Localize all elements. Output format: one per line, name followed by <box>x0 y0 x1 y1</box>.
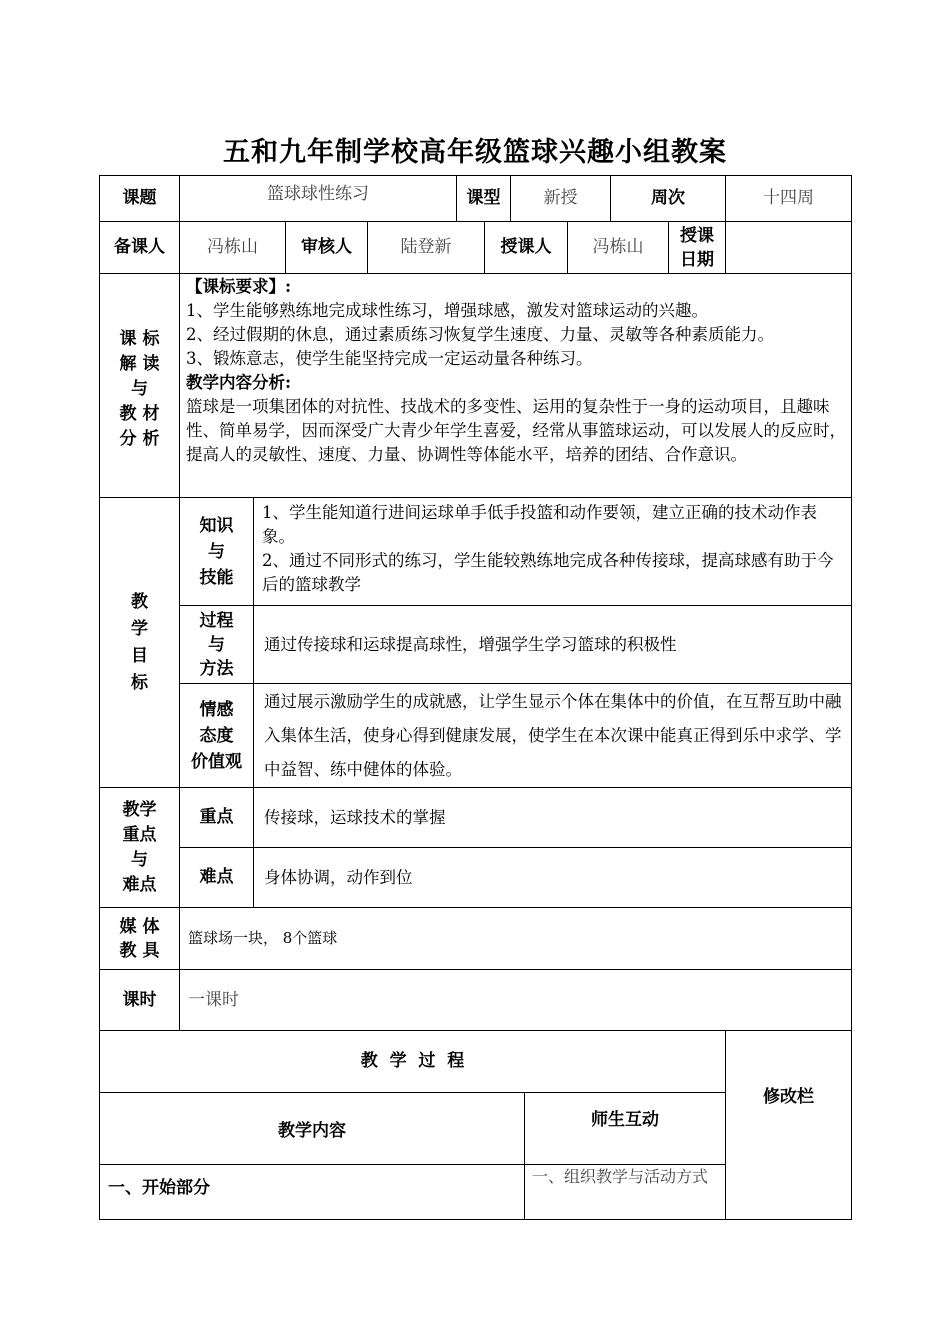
requirement-item: 3、锻炼意志，使学生能坚持完成一定运动量各种练习。 <box>186 349 593 368</box>
topic-label: 课题 <box>122 188 157 209</box>
keypoints-label-2: 重点 <box>122 824 157 845</box>
analysis-label-4: 教 材 <box>119 404 160 424</box>
knowledge-label-2: 与 <box>208 541 225 562</box>
emotion-label <box>180 684 253 787</box>
teacher-label: 授课人 <box>500 237 552 258</box>
process-method-label-3: 方法 <box>199 658 234 679</box>
content-column-label: 教学内容 <box>278 1121 346 1142</box>
week-value: 十四周 <box>763 188 814 209</box>
process-heading: 教 学 过 程 <box>360 1051 465 1072</box>
goals-label <box>100 498 179 787</box>
media-label-1: 媒 体 <box>119 916 160 937</box>
knowledge-item: 1、学生能知道行进间运球单手低手投篮和动作要领，建立正确的技术动作表象。 <box>262 503 817 546</box>
date-label-line-1: 授课 <box>680 225 714 246</box>
media-text: 篮球场一块， 8个篮球 <box>188 928 338 947</box>
date-label-line-2: 日期 <box>680 249 714 270</box>
start-part-revision <box>726 1165 851 1219</box>
preparer-value: 冯栋山 <box>207 237 258 258</box>
document-title: 五和九年制学校高年级篮球兴趣小组教案 <box>223 137 727 168</box>
revision-label: 修改栏 <box>763 1087 814 1108</box>
hours-label: 课时 <box>122 989 157 1010</box>
date-label <box>669 222 725 273</box>
analysis-label <box>100 274 179 497</box>
analysis-label-2: 解 读 <box>119 354 160 374</box>
media-label <box>100 908 179 969</box>
focus-label: 重点 <box>199 807 234 828</box>
hours-text: 一课时 <box>188 989 239 1010</box>
analysis-label-1: 课 标 <box>119 329 160 349</box>
topic-value: 篮球球性练习 <box>267 183 369 204</box>
goals-label-3: 目 <box>131 645 148 666</box>
keypoints-label-3: 与 <box>131 849 148 870</box>
content-analysis-heading: 教学内容分析: <box>186 373 292 392</box>
teacher-value: 冯栋山 <box>592 237 644 258</box>
emotion-text: 通过展示激励学生的成就感，让学生显示个体在集体中的价值，在互帮互助中融入集体生活，使身心得到健康发展，使学生在本次课中能真正得到乐中求学、学中益智、练中健体的体验。 <box>264 691 842 779</box>
reviewer-value: 陆登新 <box>400 237 452 258</box>
goals-label-4: 标 <box>131 672 148 693</box>
requirement-item: 1、学生能够熟练地完成球性练习，增强球感，激发对篮球运动的兴趣。 <box>186 301 708 320</box>
start-part-label: 一、开始部分 <box>108 1177 210 1198</box>
lesson-type-value: 新授 <box>543 188 578 209</box>
analysis-label-3: 与 <box>131 379 148 399</box>
knowledge-label <box>180 498 253 605</box>
lesson-type-label: 课型 <box>466 188 501 209</box>
media-label-2: 教 具 <box>119 940 160 961</box>
keypoints-label-4: 难点 <box>122 874 157 895</box>
knowledge-item: 2、通过不同形式的练习，学生能较熟练地完成各种传接球，提高球感有助于今后的篮球教学 <box>262 551 834 594</box>
analysis-content <box>186 274 848 497</box>
content-analysis-text: 篮球是一项集团体的对抗性、技战术的多变性、运用的复杂性于一身的运动项目，且趣味性、简单易学，因而深受广大青少年学生喜爱，经常从事篮球运动，可以发展人的反应时，提高人的灵敏性、速度、力量、协调性等体能水平，培养的团结、合作意识。 <box>186 397 846 464</box>
reviewer-label: 审核人 <box>301 237 352 258</box>
keypoints-label-1: 教学 <box>122 799 157 820</box>
process-method-label <box>180 606 253 683</box>
difficulty-label: 难点 <box>199 867 234 888</box>
goals-label-1: 教 <box>131 591 148 612</box>
knowledge-content <box>262 498 848 605</box>
analysis-label-5: 分 析 <box>119 429 160 449</box>
keypoints-label <box>100 788 179 907</box>
requirement-item: 2、经过假期的休息，通过素质练习恢复学生速度、力量、灵敏等各种素质能力。 <box>186 325 774 344</box>
interaction-column-label: 师生互动 <box>591 1109 659 1130</box>
emotion-label-3: 价值观 <box>191 751 242 772</box>
knowledge-label-3: 技能 <box>199 567 234 588</box>
preparer-label: 备课人 <box>114 237 165 258</box>
focus-text: 传接球，运球技术的掌握 <box>264 807 446 827</box>
process-method-label-2: 与 <box>208 634 225 655</box>
start-part-interaction: 一、组织教学与活动方式 <box>532 1167 709 1186</box>
date-value <box>726 222 851 273</box>
process-method-label-1: 过程 <box>199 610 234 631</box>
week-label: 周次 <box>651 188 685 209</box>
emotion-label-1: 情感 <box>199 699 234 720</box>
process-method-text: 通过传接球和运球提高球性，增强学生学习篮球的积极性 <box>264 634 677 654</box>
emotion-label-2: 态度 <box>199 725 234 746</box>
requirements-heading: 【课标要求】: <box>186 277 292 296</box>
difficulty-text: 身体协调，动作到位 <box>264 867 413 887</box>
knowledge-label-1: 知识 <box>199 515 234 536</box>
goals-label-2: 学 <box>131 618 148 639</box>
